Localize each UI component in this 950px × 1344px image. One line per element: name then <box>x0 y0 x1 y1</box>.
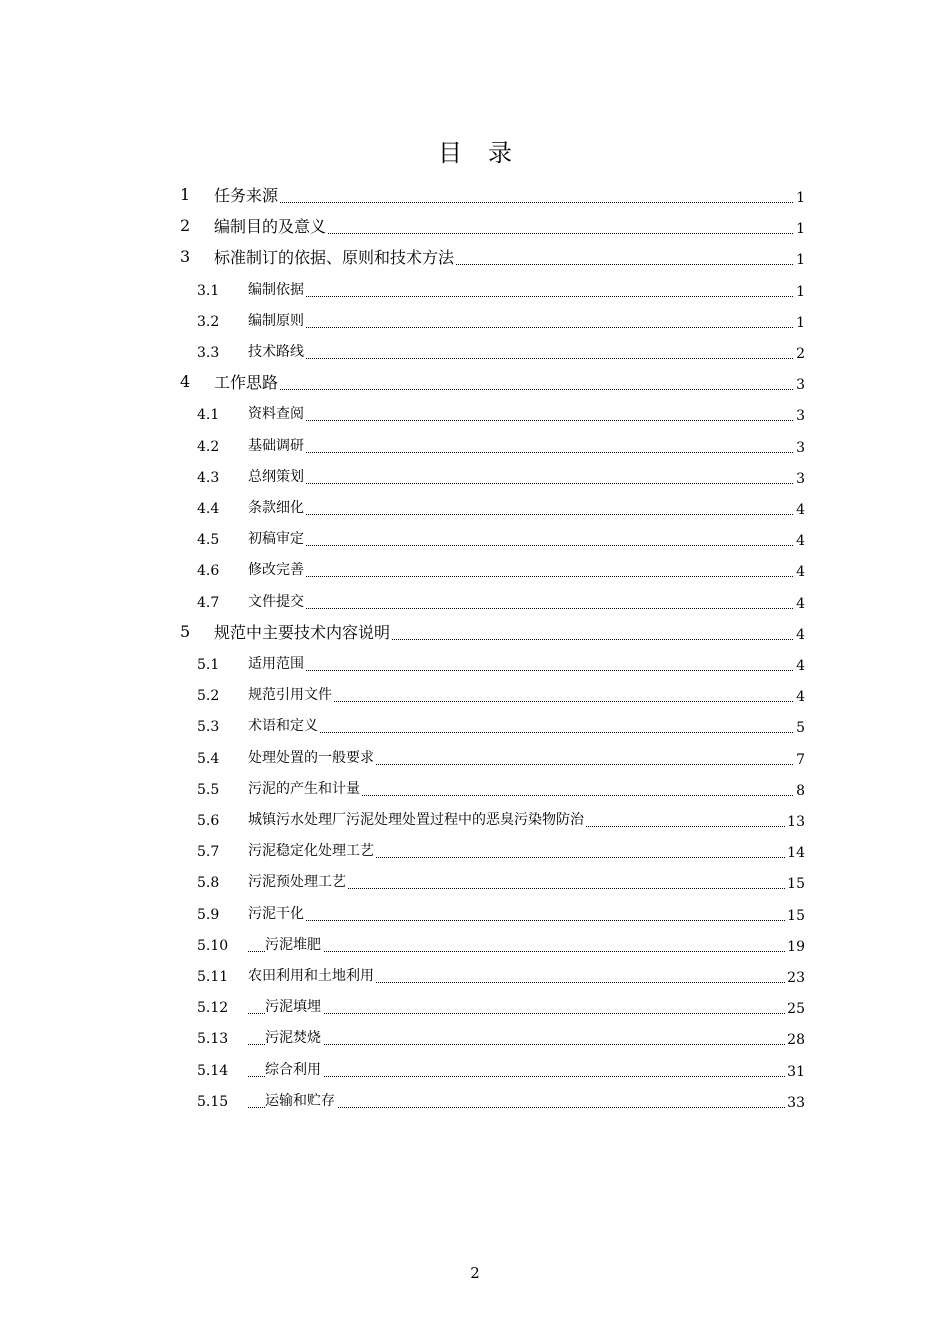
toc-entry-number: 5.15 <box>197 1093 229 1110</box>
toc-entry-number: 4.5 <box>197 532 220 549</box>
toc-entry[interactable] <box>0 367 950 397</box>
toc-entry-number: 5.9 <box>197 906 220 923</box>
toc-entry[interactable] <box>0 773 950 803</box>
toc-entry-label: 术语和定义 <box>248 715 320 735</box>
toc-entry-label: 污泥填埋 <box>265 996 323 1016</box>
toc-entry-number: 5.3 <box>197 719 220 736</box>
toc-entry-label: 技术路线 <box>248 341 306 361</box>
toc-entry[interactable] <box>0 305 950 335</box>
toc-entry-label: 编制目的及意义 <box>214 214 328 237</box>
toc-leader-dots <box>248 1043 795 1045</box>
toc-entry-page: 25 <box>787 1001 805 1018</box>
toc-entry[interactable] <box>0 617 950 647</box>
toc-leader-dots <box>248 357 795 359</box>
toc-entry-page: 1 <box>796 252 805 269</box>
toc-leader-dots <box>248 326 795 328</box>
toc-leader-dots <box>214 388 795 390</box>
toc-entry-label: 工作思路 <box>214 370 280 393</box>
toc-entry-page: 15 <box>787 876 805 893</box>
toc-entry[interactable] <box>0 991 950 1021</box>
toc-entry-page: 8 <box>796 782 805 799</box>
toc-entry-label: 污泥干化 <box>248 903 306 923</box>
toc-entry-number: 5.14 <box>197 1062 229 1079</box>
toc-title: 目录 <box>438 139 538 167</box>
toc-entry-label: 条款细化 <box>248 497 306 517</box>
toc-entry-page: 7 <box>796 751 805 768</box>
toc-entry-number: 5 <box>180 621 191 641</box>
toc-entry[interactable] <box>0 430 950 460</box>
toc-entry-number: 4.4 <box>197 501 220 517</box>
toc-leader-dots <box>248 919 795 921</box>
toc-entry-label: 适用范围 <box>248 653 306 673</box>
toc-leader-dots <box>248 950 795 952</box>
toc-entry-number: 3.1 <box>197 282 220 299</box>
toc-leader-dots <box>248 575 795 577</box>
toc-entry-label: 文件提交 <box>248 591 306 611</box>
toc-entry-number: 4.6 <box>197 563 220 580</box>
toc-entry-label: 编制依据 <box>248 279 306 299</box>
toc-entry[interactable] <box>0 1022 950 1052</box>
toc-entry-number: 3.2 <box>197 313 220 330</box>
toc-entry-label: 初稿审定 <box>248 528 306 548</box>
toc-entry-label: 编制原则 <box>248 310 306 330</box>
toc-entry-number: 5.7 <box>197 844 220 861</box>
toc-entry[interactable] <box>0 180 950 210</box>
toc-entry-number: 5.10 <box>197 937 229 954</box>
toc-entry[interactable] <box>0 710 950 740</box>
toc-leader-dots <box>248 669 795 671</box>
toc-entry-label: 总纲策划 <box>248 466 306 486</box>
toc-entry-label: 污泥稳定化处理工艺 <box>248 840 376 860</box>
toc-entry[interactable] <box>0 1054 950 1084</box>
toc-entry-number: 5.13 <box>197 1031 229 1048</box>
toc-entry-page: 1 <box>796 283 805 300</box>
toc-entry-page: 19 <box>787 938 805 955</box>
toc-leader-dots <box>248 1012 795 1014</box>
toc-entry-label: 资料查阅 <box>248 403 306 423</box>
toc-entry-label: 规范引用文件 <box>248 684 334 704</box>
toc-entry-label: 综合利用 <box>265 1059 323 1079</box>
toc-entry-page: 28 <box>787 1032 805 1049</box>
toc-leader-dots <box>248 544 795 546</box>
toc-entry-label: 污泥堆肥 <box>265 934 323 954</box>
toc-entry[interactable] <box>0 523 950 553</box>
toc-entry-number: 4.7 <box>197 594 220 611</box>
toc-entry[interactable] <box>0 398 950 428</box>
toc-leader-dots <box>248 295 795 297</box>
toc-entry[interactable] <box>0 336 950 366</box>
toc-entry-number: 5.1 <box>197 657 220 673</box>
toc-entry-page: 13 <box>787 814 805 830</box>
toc-entry-label: 污泥焚烧 <box>265 1027 323 1047</box>
toc-entry[interactable] <box>0 648 950 678</box>
toc-entry[interactable] <box>0 1085 950 1115</box>
toc-entry-page: 4 <box>796 533 805 550</box>
toc-entry-number: 4.1 <box>197 407 220 424</box>
toc-entry-label: 标准制订的依据、原则和技术方法 <box>214 245 456 268</box>
toc-entry-label: 污泥的产生和计量 <box>248 778 362 798</box>
toc-entry-page: 1 <box>796 314 805 331</box>
toc-entry-label: 农田利用和土地利用 <box>248 965 376 985</box>
toc-entry-page: 4 <box>796 689 805 706</box>
toc-entry[interactable] <box>0 274 950 304</box>
toc-entry-number: 5.4 <box>197 750 220 767</box>
toc-entry-number: 2 <box>180 216 191 236</box>
toc-entry[interactable] <box>0 742 950 772</box>
toc-entry-number: 5.2 <box>197 688 220 705</box>
toc-entry[interactable] <box>0 866 950 896</box>
toc-entry-number: 4.3 <box>197 469 220 486</box>
toc-entry[interactable] <box>0 554 950 584</box>
toc-entry-number: 1 <box>180 185 191 204</box>
toc-entry-label: 规范中主要技术内容说明 <box>214 620 392 643</box>
toc-entry-page: 4 <box>796 564 805 581</box>
toc-leader-dots <box>248 731 795 733</box>
toc-entry-label: 城镇污水处理厂污泥处理处置过程中的恶臭污染物防治 <box>248 809 586 829</box>
toc-entry-page: 4 <box>796 502 805 518</box>
toc-entry-page: 1 <box>796 221 805 238</box>
toc-entry-page: 2 <box>796 346 805 362</box>
toc-leader-dots <box>248 513 795 515</box>
toc-entry-number: 5.12 <box>197 1000 229 1017</box>
toc-entry-page: 3 <box>796 439 805 456</box>
toc-entry-label: 修改完善 <box>248 559 306 579</box>
toc-entry[interactable] <box>0 242 950 272</box>
page-number: 2 <box>470 1264 480 1282</box>
toc-entry-page: 4 <box>796 626 805 643</box>
toc-leader-dots <box>248 419 795 421</box>
toc-entry-page: 14 <box>787 845 805 862</box>
toc-entry-number: 5.5 <box>197 781 220 798</box>
toc-entry[interactable] <box>0 929 950 959</box>
toc-entry[interactable] <box>0 960 950 990</box>
toc-entry-number: 4.2 <box>197 438 220 455</box>
toc-entry-number: 5.6 <box>197 813 220 829</box>
toc-entry-page: 4 <box>796 595 805 612</box>
toc-entry-number: 3 <box>180 247 191 267</box>
toc-entry[interactable] <box>0 492 950 522</box>
toc-entry-page: 15 <box>787 907 805 924</box>
toc-entry[interactable] <box>0 211 950 241</box>
toc-entry-number: 5.11 <box>197 969 229 985</box>
toc-entry[interactable] <box>0 461 950 491</box>
toc-entry-page: 31 <box>787 1063 805 1080</box>
toc-entry-page: 1 <box>796 190 805 206</box>
toc-leader-dots <box>248 451 795 453</box>
toc-entry-page: 23 <box>787 970 805 986</box>
toc-leader-dots <box>248 482 795 484</box>
toc-entry[interactable] <box>0 586 950 616</box>
toc-entry[interactable] <box>0 835 950 865</box>
toc-leader-dots <box>214 201 795 203</box>
toc-entry[interactable] <box>0 898 950 928</box>
toc-entry-label: 任务来源 <box>214 183 280 206</box>
toc-entry[interactable] <box>0 679 950 709</box>
toc-entry-label: 污泥预处理工艺 <box>248 871 348 891</box>
toc-entry-page: 3 <box>796 408 805 425</box>
toc-leader-dots <box>248 607 795 609</box>
toc-entry-number: 3.3 <box>197 345 220 361</box>
toc-entry-number: 4 <box>180 372 191 392</box>
toc-entry-label: 运输和贮存 <box>265 1090 337 1110</box>
toc-entry-label: 基础调研 <box>248 435 306 455</box>
toc-entry-page: 3 <box>796 377 805 394</box>
toc-entry-number: 5.8 <box>197 875 220 892</box>
toc-entry-page: 33 <box>787 1094 805 1111</box>
toc-leader-dots <box>248 1075 795 1077</box>
toc-entry-page: 5 <box>796 720 805 737</box>
toc-entry-label: 处理处置的一般要求 <box>248 747 376 767</box>
toc-entry[interactable] <box>0 804 950 834</box>
toc-entry-page: 3 <box>796 470 805 487</box>
toc-entry-page: 4 <box>796 658 805 674</box>
